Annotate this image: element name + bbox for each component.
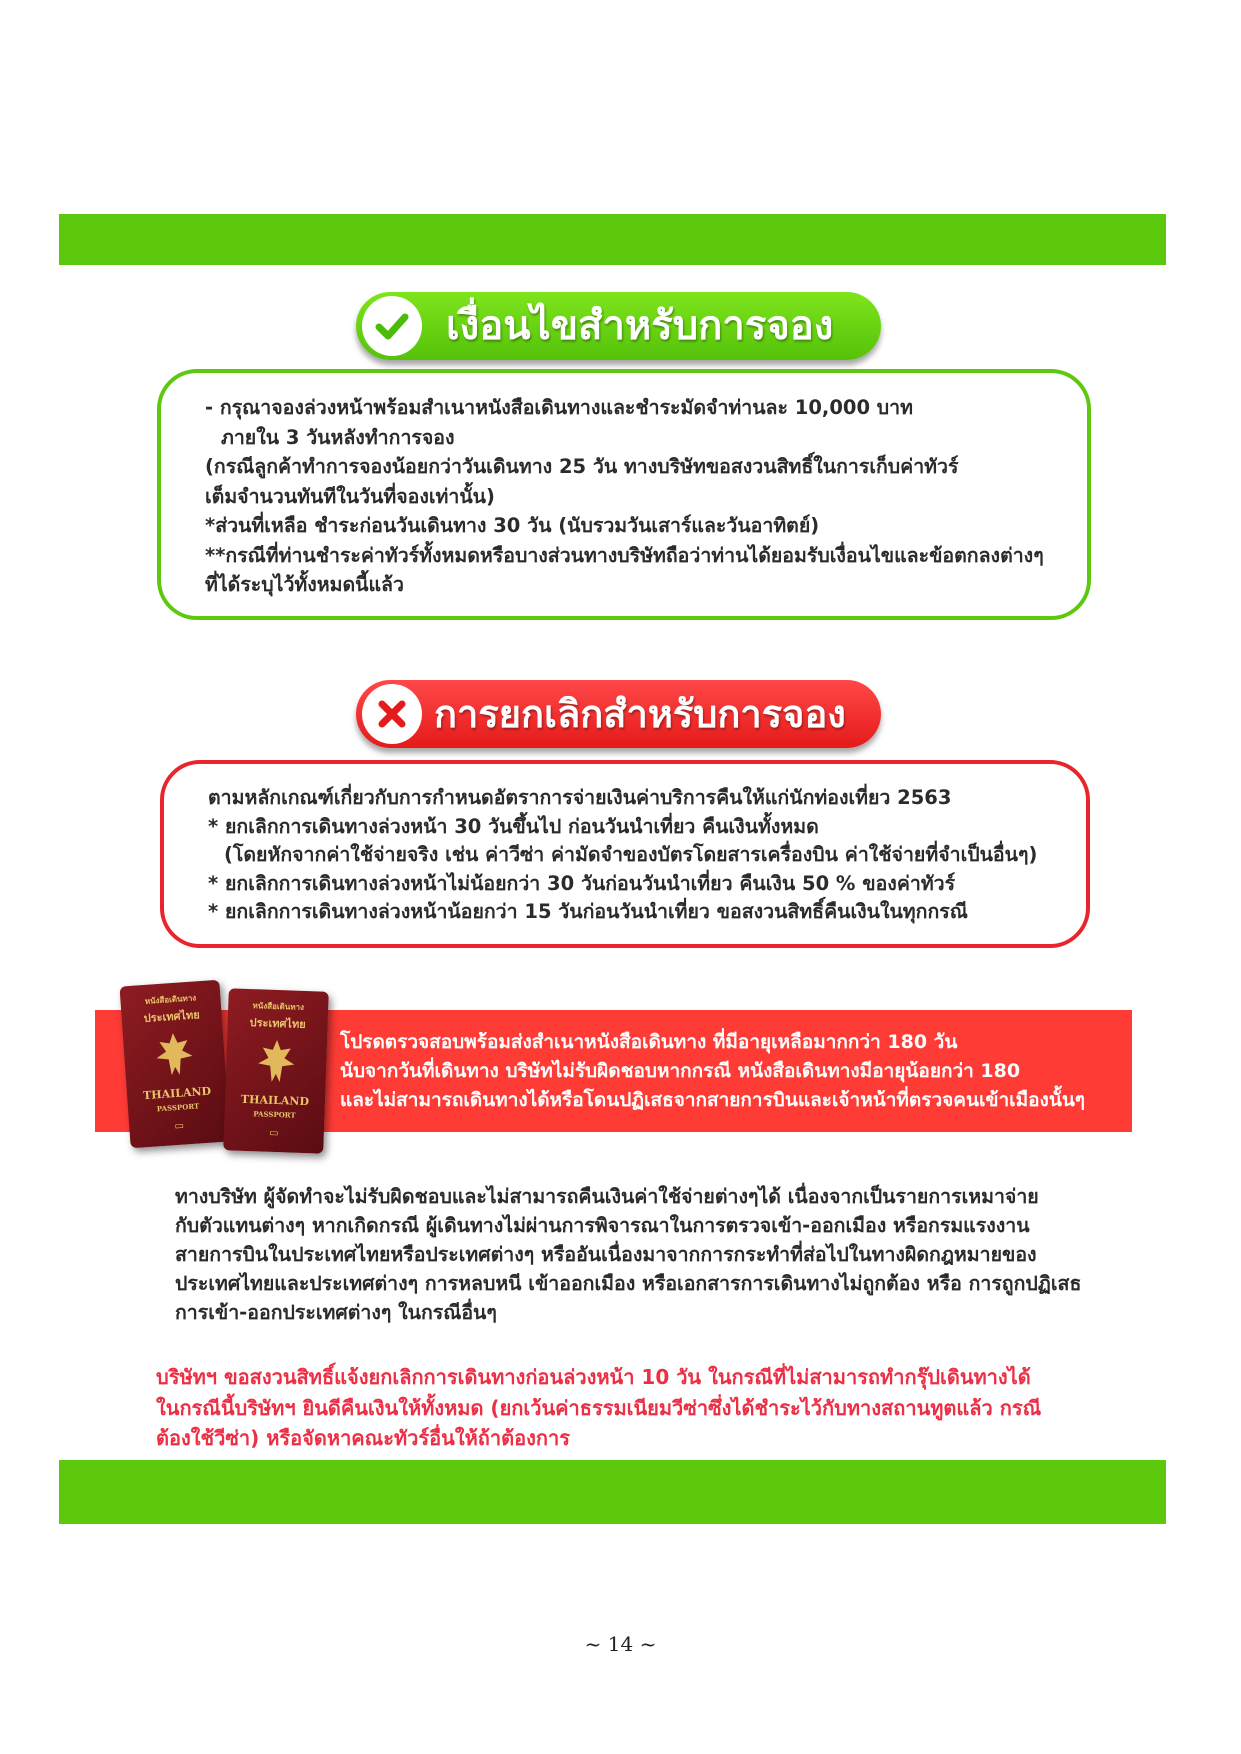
company-notice-paragraph (156, 1362, 1086, 1454)
bottom-green-band (59, 1460, 1166, 1524)
passport-notice-line: และไม่สามารถเดินทางได้หรือโดนปฏิเสธจากสายการบินและเจ้าหน้าที่ตรวจคนเข้าเมืองนั้นๆ (340, 1089, 1086, 1111)
disclaimer-line: ทางบริษัท ผู้จัดทำจะไม่รับผิดชอบและไม่สามารถคืนเงินค่าใช้จ่ายต่างๆได้ เนื่องจากเป็นรายการเหมาจ่าย (175, 1185, 1039, 1208)
cancellation-heading-pill (356, 680, 881, 748)
conditions-title: เงื่อนไขสำหรับการจอง (446, 303, 834, 349)
conditions-heading-pill (356, 292, 881, 360)
cancellation-line: * ยกเลิกการเดินทางล่วงหน้า 30 วันขึ้นไป ก่อนวันนำเที่ยว คืนเงินทั้งหมด (208, 814, 819, 838)
biometric-chip-icon: ▭ (268, 1127, 279, 1140)
cancellation-line: (โดยหักจากค่าใช้จ่ายจริง เช่น ค่าวีซ่า ค่ามัดจำของบัตรโดยสารเครื่องบิน ค่าใช้จ่ายที่จำเป็นอื่นๆ) (224, 843, 1038, 866)
disclaimer-line: การเข้า-ออกประเทศต่างๆ ในกรณีอื่นๆ (175, 1301, 497, 1324)
passport-top-text: หนังสือเดินทาง (252, 1000, 305, 1012)
passport-country-en: THAILAND (142, 1084, 212, 1103)
passport-country-th: ประเทศไทย (143, 1008, 201, 1026)
passport-image (119, 980, 230, 1149)
disclaimer-line: สายการบินในประเทศไทยหรือประเทศต่างๆ หรืออันเนื่องมาจากการกระทำที่ส่อไปในทางผิดกฎหมายของ (175, 1243, 1037, 1266)
conditions-line: เต็มจำนวนทันทีในวันที่จองเท่านั้น) (205, 484, 495, 508)
company-notice-line: บริษัทฯ ขอสงวนสิทธิ์แจ้งยกเลิกการเดินทางก่อนล่วงหน้า 10 วัน ในกรณีที่ไม่สามารถทำกรุ๊ปเดินทางได้ (156, 1365, 1031, 1389)
conditions-line: (กรณีลูกค้าทำการจองน้อยกว่าวันเดินทาง 25 วัน ทางบริษัทขอสงวนสิทธิ์ในการเก็บค่าทัวร์ (205, 455, 959, 478)
conditions-box (157, 369, 1091, 620)
garuda-emblem-icon (256, 1037, 298, 1084)
disclaimer-line: กับตัวแทนต่างๆ หากเกิดกรณี ผู้เดินทางไม่ผ่านการพิจารณาในการตรวจเข้า-ออกเมือง หรือกรมแรงงาน (175, 1214, 1030, 1237)
passport-image (223, 988, 329, 1153)
garuda-emblem-icon (153, 1030, 196, 1079)
company-notice-line: ต้องใช้วีซ่า) หรือจัดหาคณะทัวร์อื่นให้ถ้าต้องการ (156, 1426, 570, 1450)
conditions-line: **กรณีที่ท่านชำระค่าทัวร์ทั้งหมดหรือบางส่วนทางบริษัทถือว่าท่านได้ยอมรับเงื่อนไขและข้อตกลงต่างๆ (205, 543, 1044, 567)
disclaimer-line: ประเทศไทยและประเทศต่างๆ การหลบหนี เข้าออกเมือง หรือเอกสารการเดินทางไม่ถูกต้อง หรือ การถูกปฏิเสธ (175, 1272, 1082, 1295)
cancellation-line: * ยกเลิกการเดินทางล่วงหน้าไม่น้อยกว่า 30 วันก่อนวันนำเที่ยว คืนเงิน 50 % ของค่าทัวร์ (208, 871, 956, 895)
biometric-chip-icon: ▭ (174, 1120, 185, 1133)
passport-notice-line: นับจากวันที่เดินทาง บริษัทไม่รับผิดชอบหากกรณี หนังสือเดินทางมีอายุน้อยกว่า 180 (340, 1060, 1021, 1082)
company-notice-line: ในกรณีนี้บริษัทฯ ยินดีคืนเงินให้ทั้งหมด (ยกเว้นค่าธรรมเนียมวีซ่าซึ่งได้ชำระไว้กับทางสถานทูตแล้ว กรณี (156, 1395, 1042, 1420)
passport-notice-line: โปรดตรวจสอบพร้อมส่งสำเนาหนังสือเดินทาง ที่มีอายุเหลือมากกว่า 180 วัน (340, 1031, 958, 1053)
conditions-line: ภายใน 3 วันหลังทำการจอง (221, 425, 455, 449)
top-green-band (59, 214, 1166, 265)
passport-label: PASSPORT (156, 1101, 200, 1114)
passport-country-th: ประเทศไทย (249, 1016, 306, 1032)
cancellation-line: * ยกเลิกการเดินทางล่วงหน้าน้อยกว่า 15 วันก่อนวันนำเที่ยว ขอสงวนสิทธิ์คืนเงินในทุกกรณี (208, 900, 968, 923)
cross-icon (362, 684, 422, 744)
conditions-line: *ส่วนที่เหลือ ชำระก่อนวันเดินทาง 30 วัน (นับรวมวันเสาร์และวันอาทิตย์) (205, 514, 820, 537)
cancellation-line: ตามหลักเกณฑ์เกี่ยวกับการกำหนดอัตราการจ่ายเงินค่าบริการคืนให้แก่นักท่องเที่ยว 2563 (208, 786, 952, 809)
disclaimer-paragraph (175, 1182, 1105, 1327)
passport-top-text: หนังสือเดินทาง (144, 992, 197, 1006)
conditions-line: - กรุณาจองล่วงหน้าพร้อมสำเนาหนังสือเดินทางและชำระมัดจำท่านละ 10,000 บาท (205, 396, 913, 419)
check-icon (362, 296, 422, 356)
conditions-line: ที่ได้ระบุไว้ทั้งหมดนี้แล้ว (205, 573, 404, 596)
passport-notice-text (340, 1028, 1125, 1115)
page-number: ~ 14 ~ (584, 1632, 657, 1656)
cancellation-title: การยกเลิกสำหรับการจอง (434, 692, 846, 736)
passport-country-en: THAILAND (240, 1092, 310, 1109)
passport-label: PASSPORT (253, 1109, 296, 1120)
cancellation-box (160, 760, 1090, 948)
